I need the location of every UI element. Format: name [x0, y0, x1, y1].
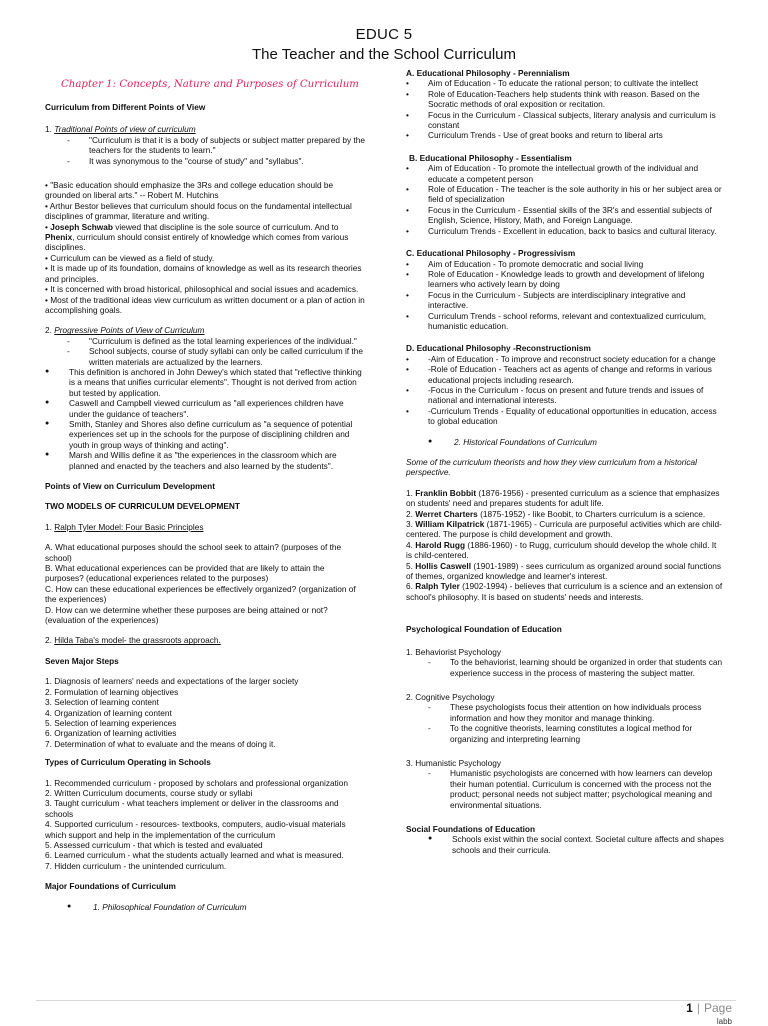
- list-item: ● Marsh and Willis define it as "the experiences in the classroom which are planned and enacted by the teachers and also learned by the students".: [45, 450, 365, 471]
- list-item: • Aim of Education - To promote democratic and social living: [406, 259, 724, 269]
- list-item: ● Schools exist within the social context. Societal culture affects and shapes schools and their curricula.: [428, 834, 724, 855]
- theorist-item: 1. Franklin Bobbit (1876-1956) - presented curriculum as a science that emphasizes on students' need and prepares students for adult life.: [406, 487, 720, 509]
- list-item: 6. Organization of learning activities: [45, 728, 177, 739]
- section-heading: A. Educational Philosophy - Perennialism: [406, 68, 570, 78]
- question: A. What educational purposes should the school seek to attain? (purposes of the school): [45, 542, 342, 563]
- section-heading: Social Foundations of Education: [406, 823, 536, 834]
- list-item: - Humanistic psychologists are concerned with how learners can develop their human potential. Curriculum is concerned with the process not the product; personal needs not subject matter; psychological meaning and environmental situations.: [406, 768, 724, 810]
- types-list: [45, 778, 365, 872]
- list-item: • -Aim of Education - To improve and reconstruct society education for a change: [406, 354, 724, 364]
- traditional-title: Traditional Points of view of curriculum: [54, 124, 196, 135]
- page-footer: [686, 1000, 732, 1026]
- list-item: • Aim of Education - To educate the rational person; to cultivate the intellect: [406, 78, 724, 88]
- section-heading: Types of Curriculum Operating in Schools: [45, 757, 211, 768]
- humanistic-title: 3. Humanistic Psychology: [406, 757, 501, 768]
- note: • Curriculum can be viewed as a field of study.: [45, 252, 215, 263]
- page-number: 1 | Page: [686, 1001, 732, 1015]
- list-item: - These psychologists focus their attention on how individuals process information and how they monitor and manage thinking.: [406, 702, 724, 723]
- section-heading: Seven Major Steps: [45, 655, 119, 666]
- note: • "Basic education should emphasize the 3Rs and college education should be grounded on liberal arts." -- Robert M. Hutchins: [45, 180, 334, 201]
- list-item: ● This definition is anchored in John Dewey's which stated that "reflective thinking is a means that unifies curricular elements". Thought is not derived from action but tested by application.: [45, 367, 365, 398]
- list-item: • -Curriculum Trends - Equality of educational opportunities in education, access to global education: [406, 406, 724, 427]
- theorist-item: 6. Ralph Tyler (1902-1994) - believes that curriculum is a science and an extension of school's philosophy. It is based on students' needs and interests.: [406, 581, 723, 602]
- list-item: 1. Recommended curriculum - proposed by scholars and professional organization: [45, 777, 348, 788]
- cognitive-list: [406, 702, 724, 744]
- tyler-questions: [45, 542, 365, 625]
- list-item: • Curriculum Trends - school reforms, relevant and contextualized curriculum, humanistic education.: [406, 311, 724, 332]
- traditional-heading: 1. Traditional Points of view of curriculum: [45, 124, 196, 135]
- list-item: 3. Selection of learning content: [45, 697, 159, 708]
- behaviorist-list: [406, 657, 724, 678]
- list-item: ● 2. Historical Foundations of Curriculum: [428, 436, 597, 447]
- document-title: The Teacher and the School Curriculum: [251, 46, 517, 63]
- theorist-item: 2. Werret Charters (1875-1952) - like Boobit, to Charters curriculum is a science.: [406, 508, 706, 519]
- section-heading: Major Foundations of Curriculum: [45, 881, 176, 892]
- theorist-list: [406, 488, 724, 602]
- traditional-notes: [45, 180, 365, 315]
- perennialism-list: [406, 78, 724, 140]
- question: B. What educational experiences can be provided that are likely to attain the purposes? (educational experiences related to the purposes): [45, 563, 325, 584]
- list-item: 4. Organization of learning content: [45, 707, 172, 718]
- tyler-heading: 1. Ralph Tyler Model: Four Basic Principles: [45, 521, 204, 532]
- page-label: Page: [703, 1001, 732, 1015]
- list-item: 5. Assessed curriculum - that which is tested and evaluated: [45, 839, 263, 850]
- list-item: 7. Hidden curriculum - the unintended curriculum.: [45, 860, 227, 871]
- list-item: • Role of Education - The teacher is the sole authority in his or her subject area or field of specialization: [406, 184, 724, 205]
- taba-title: Hilda Taba's model- the grassroots approach.: [54, 635, 221, 646]
- list-item: - "Curriculum is that it is a body of subjects or subject matter prepared by the teachers for the students to learn.": [45, 135, 365, 156]
- question: C. How can these educational experiences be effectively organized? (organization of the experiences): [45, 583, 356, 605]
- list-item: • Focus in the Curriculum - Essential skills of the 3R's and essential subjects of English, Science, History, Math, and Foreign Language.: [406, 205, 724, 226]
- section-heading: TWO MODELS OF CURRICULUM DEVELOPMENT: [45, 501, 240, 512]
- list-item: • Focus in the Curriculum - Subjects are interdisciplinary integrative and interactive.: [406, 290, 724, 311]
- list-item: ● 1. Philosophical Foundation of Curriculum: [67, 901, 247, 912]
- list-item: • Role of Education-Teachers help students think with reason. Based on the Socratic methods of oral exposition or recitation.: [406, 89, 724, 110]
- essentialism-list: [406, 163, 724, 236]
- course-code: EDUC 5: [355, 26, 413, 43]
- reconstructionism-list: [406, 354, 724, 427]
- humanistic-list: [406, 768, 724, 810]
- list-item: • -Role of Education - Teachers act as agents of change and reforms in various educational projects including research.: [406, 364, 724, 385]
- section-heading: Curriculum from Different Points of View: [45, 102, 206, 112]
- list-item: 3. Taught curriculum - what teachers implement or deliver in the classrooms and schools: [45, 798, 339, 819]
- left-column: [45, 68, 365, 912]
- taba-heading: 2. Hilda Taba's model- the grassroots approach.: [45, 635, 221, 646]
- section-heading: Psychological Foundation of Education: [406, 624, 562, 635]
- list-item: 2. Written Curriculum documents, course study or syllabi: [45, 787, 253, 798]
- seven-steps-list: [45, 676, 365, 749]
- list-item: - To the cognitive theorists, learning constitutes a logical method for organizing and interpreting learning: [406, 723, 724, 744]
- list-item: • Curriculum Trends - Excellent in education, back to basics and cultural literacy.: [406, 226, 724, 236]
- note: • Joseph Schwab viewed that discipline is the sole source of curriculum. And to Phenix, curriculum should consist entirely of knowledge which comes from various disciplines.: [45, 221, 349, 253]
- tyler-title: Ralph Tyler Model: Four Basic Principles: [54, 521, 204, 532]
- section-heading: Points of View on Curriculum Development: [45, 481, 215, 491]
- question: D. How can we determine whether these purposes are being attained or not? (evaluation of the experiences): [45, 604, 328, 626]
- historical-intro: Some of the curriculum theorists and how they view curriculum from a historical perspective.: [406, 457, 697, 478]
- traditional-list: [45, 135, 365, 166]
- list-item: 4. Supported curriculum - resources- textbooks, computers, audio-visual materials which support and help in the implementation of the curriculum: [45, 819, 346, 840]
- footer-divider: [36, 1000, 736, 1001]
- note: • Most of the traditional ideas view curriculum as written document or a plan of action in accomplishing goals.: [45, 294, 365, 315]
- progressive-bullets: [45, 367, 365, 471]
- progressive-list: [45, 336, 365, 367]
- list-item: 1. Diagnosis of learners' needs and expectations of the larger society: [45, 676, 299, 687]
- progressivism-list: [406, 259, 724, 332]
- list-item: • Curriculum Trends - Use of great books and return to liberal arts: [406, 130, 724, 140]
- note: • It is concerned with broad historical, philosophical and social issues and academics.: [45, 284, 359, 295]
- list-item: ● Caswell and Campbell viewed curriculum as "all experiences children have under the guidance of teachers".: [45, 398, 365, 419]
- theorist-item: 4. Harold Rugg (1886-1960) - to Rugg, curriculum should develop the whole child. It is child-centered.: [406, 539, 717, 561]
- list-item: - School subjects, course of study syllabi can only be called curriculum if the written materials are actualized by the learners.: [45, 346, 365, 367]
- section-heading: B. Educational Philosophy - Essentialism: [409, 152, 572, 163]
- list-item: - It was synonymous to the "course of study" and "syllabus".: [45, 156, 365, 166]
- theorist-item: 3. William Kilpatrick (1871-1965) - Curricula are purposeful activities which are child-centered. The purpose is child development and growth.: [406, 519, 722, 540]
- list-item: 2. Formulation of learning objectives: [45, 686, 179, 697]
- section-heading: D. Educational Philosophy -Reconstructionism: [406, 343, 591, 354]
- theorist-item: 5. Hollis Caswell (1901-1989) - sees curriculum as organized around social functions of themes, organized knowledge and learner's interest.: [406, 560, 721, 582]
- social-list: [406, 834, 724, 855]
- list-item: • Aim of Education - To promote the intellectual growth of the individual and educate a competent person: [406, 163, 724, 184]
- list-item: - To the behaviorist, learning should be organized in order that students can experience success in the process of mastering the subject matter.: [406, 657, 724, 678]
- progressive-heading: 2. Progressive Points of View of Curriculum: [45, 325, 205, 336]
- footer-note: labb: [716, 1017, 732, 1026]
- list-item: 6. Learned curriculum - what the students actually learned and what is measured.: [45, 850, 344, 861]
- behaviorist-title: 1. Behaviorist Psychology: [406, 646, 502, 657]
- list-item: 5. Selection of learning experiences: [45, 717, 177, 728]
- list-item: • Focus in the Curriculum - Classical subjects, literary analysis and curriculum is constant: [406, 110, 724, 131]
- list-item: • Role of Education - Knowledge leads to growth and development of lifelong learners who actively learn by doing: [406, 269, 724, 290]
- list-item: • -Focus in the Curriculum - focus on present and future trends and issues of national and international interests.: [406, 385, 724, 406]
- note: • Arthur Bestor believes that curriculum should focus on the fundamental intellectual disciplines of grammar, literature and writing.: [45, 200, 352, 222]
- progressive-title: Progressive Points of View of Curriculum: [54, 325, 205, 336]
- right-column: [406, 68, 724, 855]
- chapter-heading: Chapter 1: Concepts, Nature and Purposes of Curriculum: [61, 79, 359, 90]
- list-item: ● Smith, Stanley and Shores also define curriculum as "a sequence of potential experiences set up in the schools for the purpose of disciplining children and youth in group ways of thinking and acting".: [45, 419, 365, 450]
- list-item: 7. Determination of what to evaluate and the means of doing it.: [45, 738, 276, 749]
- note: • It is made up of its foundation, domains of knowledge as well as its research theories and principles.: [45, 263, 362, 284]
- list-item: - "Curriculum is defined as the total learning experiences of the individual.": [45, 336, 365, 346]
- cognitive-title: 2. Cognitive Psychology: [406, 691, 495, 702]
- section-heading: C. Educational Philosophy - Progressivism: [406, 248, 576, 259]
- document-header: [0, 26, 768, 64]
